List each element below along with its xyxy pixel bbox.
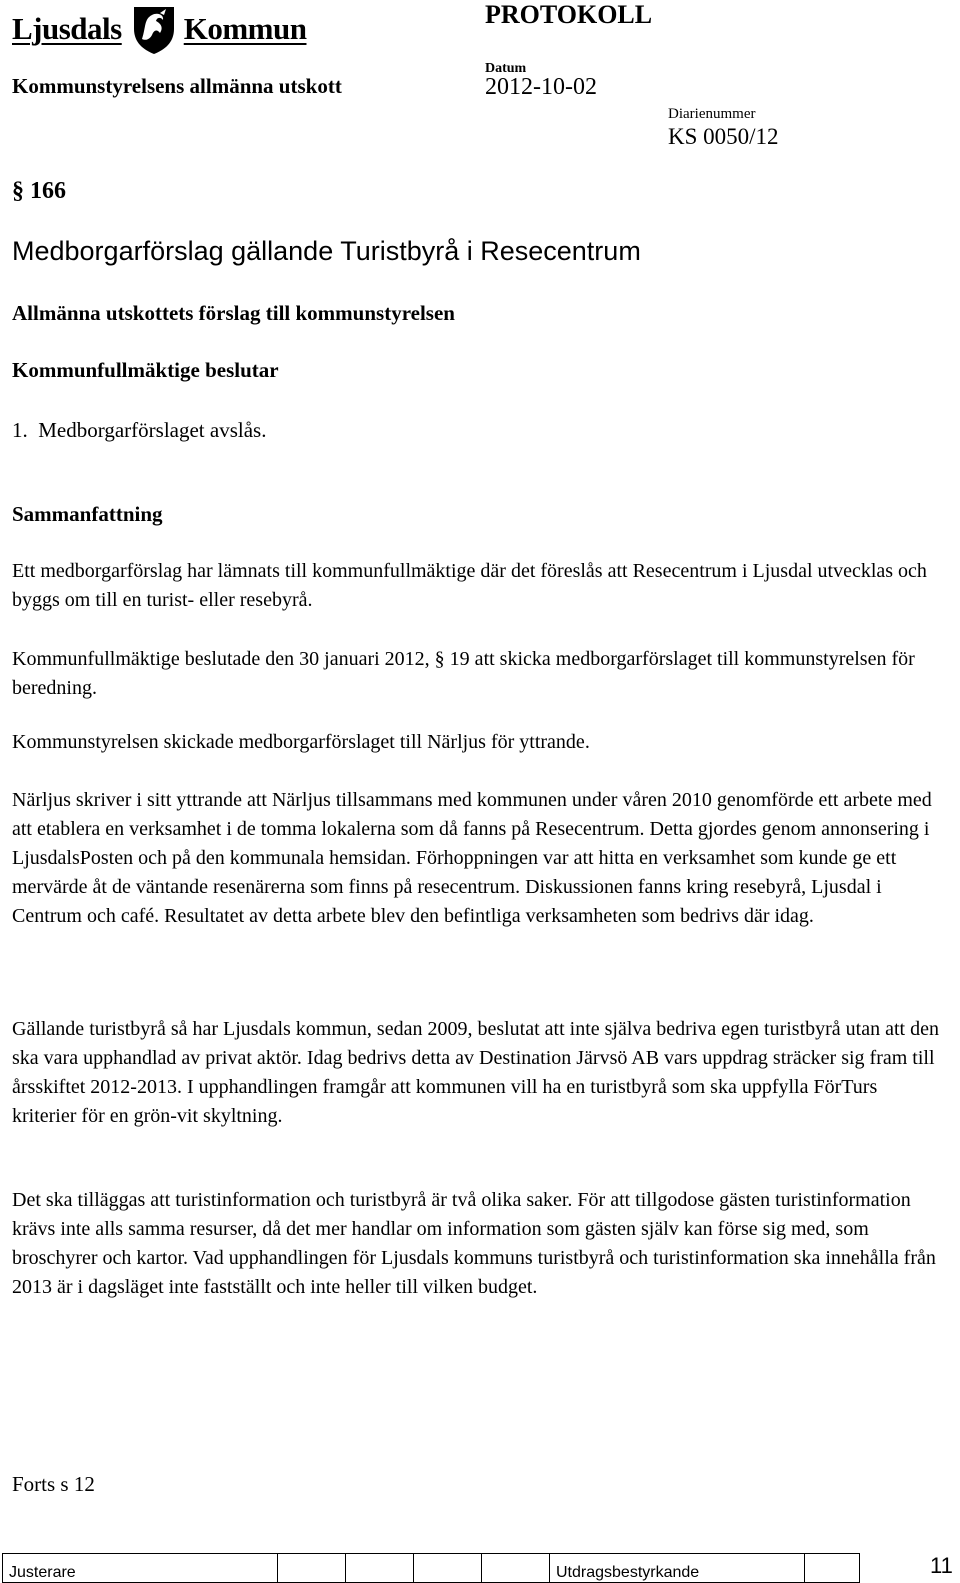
paragraph: Närljus skriver i sitt yttrande att Närljus tillsammans med kommunen under våren 2010 genomförde ett arbete med att etablera en verksamhet i de tomma lokalerna som då fanns på Resecentrum. Detta gjordes genom annonsering i LjusdalsPosten och på den kommunala hemsidan. Förhoppningen var att hitta en verksamhet som kunde ge ett mervärde åt de väntande resenärerna som finns på resecentrum. Diskussionen fanns kring resebyrå, Ljusdal i Centrum och café. Resultatet av detta arbete blev den befintliga verksamheten som bedrivs där idag. [12, 789, 932, 927]
date-value: 2012-10-02 [485, 74, 597, 100]
signature-table [2, 1553, 860, 1583]
decision-item: 1. Medborgarförslaget avslås. [12, 418, 267, 442]
justerare-cell: Justerare [3, 1554, 278, 1583]
section-number: § 166 [12, 178, 66, 204]
proposal-heading: Allmänna utskottets förslag till kommunstyrelsen [12, 301, 455, 325]
document-type: PROTOKOLL [485, 0, 653, 29]
utdrag-signature-box [805, 1554, 860, 1583]
committee-name: Kommunstyrelsens allmänna utskott [12, 74, 342, 98]
summary-heading: Sammanfattning [12, 502, 163, 526]
paragraph: Kommunstyrelsen skickade medborgarförslaget till Närljus för yttrande. [12, 731, 590, 753]
paragraph: Det ska tilläggas att turistinformation och turistbyrå är två olika saker. För att tillgodose gästen turistinformation krävs inte alls samma resurser, då det mer handlar om information som gästen själv kan förse sig med, som broschyrer och kartor. Vad upphandlingen för Ljusdals kommuns turistbyrå och turistinformation ska innehålla från 2013 är i dagsläget inte fastställt och inte heller till vilken budget. [12, 1189, 936, 1298]
registry-number-value: KS 0050/12 [668, 124, 779, 149]
logo-text-right: Kommun [183, 11, 307, 46]
signature-box [482, 1554, 550, 1583]
paragraph: Gällande turistbyrå så har Ljusdals kommun, sedan 2009, beslutat att inte själva bedriva egen turistbyrå utan att den ska vara upphandlad av privat aktör. Idag bedrivs detta av Destination Järvsö AB vars uppdrag sträcker sig fram till årsskiftet 2012-2013. I upphandlingen framgår att kommunen vill ha en turistbyrå som ska uppfylla FörTurs kriterier för en grön-vit skyltning. [12, 1018, 939, 1127]
municipality-logo [12, 4, 306, 54]
utdrag-cell: Utdragsbestyrkande [550, 1554, 805, 1583]
decision-heading: Kommunfullmäktige beslutar [12, 358, 279, 382]
continued-note: Forts s 12 [12, 1472, 95, 1496]
section-title: Medborgarförslag gällande Turistbyrå i Resecentrum [12, 236, 641, 266]
logo-text-left: Ljusdals [12, 11, 122, 46]
registry-number-label: Diarienummer [668, 106, 756, 122]
signature-box [346, 1554, 414, 1583]
crest-icon [130, 3, 178, 55]
page-number: 11 [930, 1553, 953, 1578]
signature-footer [0, 1553, 960, 1583]
signature-box [278, 1554, 346, 1583]
paragraph: Ett medborgarförslag har lämnats till kommunfullmäktige där det föreslås att Resecentrum i Ljusdal utvecklas och byggs om till en turist- eller resebyrå. [12, 560, 927, 611]
date-label: Datum [485, 61, 527, 76]
signature-box [414, 1554, 482, 1583]
paragraph: Kommunfullmäktige beslutade den 30 januari 2012, § 19 att skicka medborgarförslaget till kommunstyrelsen för beredning. [12, 648, 915, 699]
